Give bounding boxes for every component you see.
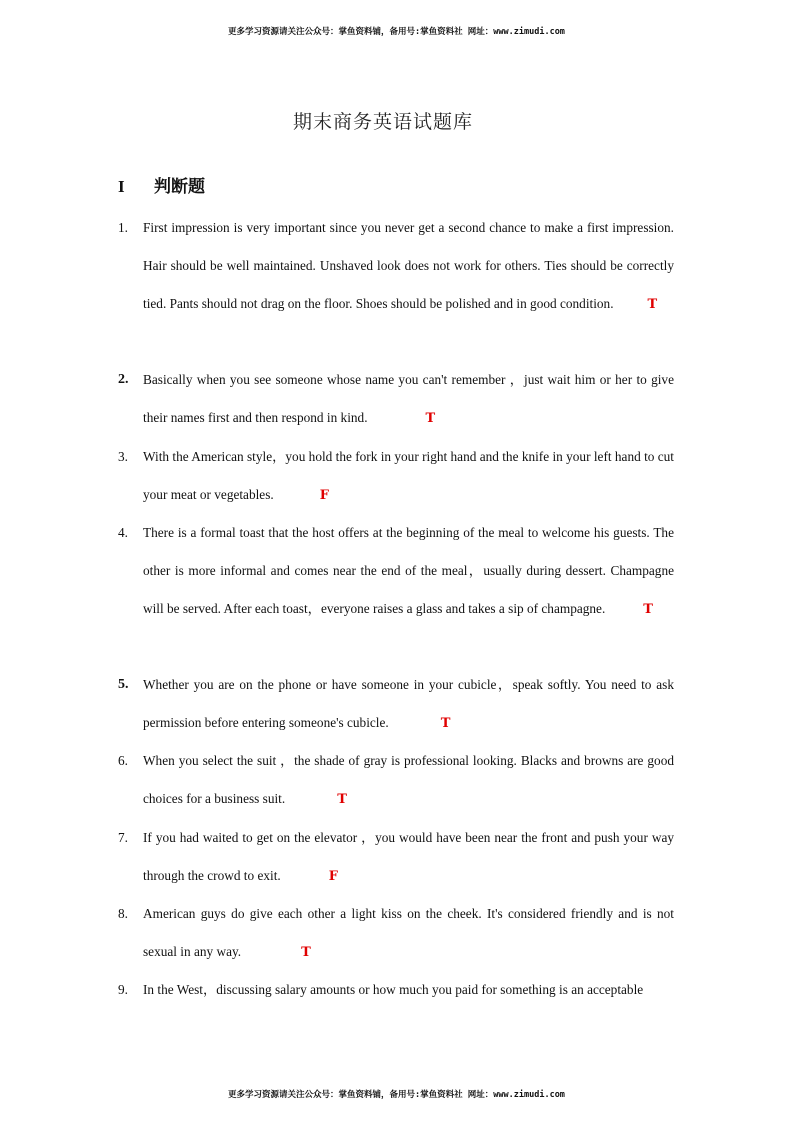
- answer-mark: T: [643, 602, 653, 618]
- answer-mark: T: [425, 411, 436, 427]
- question-number: 6.: [118, 753, 128, 768]
- answer-mark: F: [319, 488, 329, 504]
- answer-mark: T: [337, 792, 347, 808]
- question-item: [118, 971, 674, 1009]
- question-number: 4.: [118, 525, 128, 540]
- header-banner: 更多学习资源请关注公众号：掌鱼资料铺，备用号:掌鱼资料社 网址：www.zimudi.com: [228, 27, 565, 37]
- answer-mark: F: [328, 869, 338, 885]
- question-number: 3.: [118, 449, 128, 464]
- question-text: If you had waited to get on the elevator ，you would have been near the front and push your way through the crowd to exit. F: [143, 819, 674, 896]
- answer-mark: T: [301, 945, 311, 961]
- answer-mark: T: [440, 716, 451, 732]
- question-text: American guys do give each other a light kiss on the cheek. It's considered friendly and is not sexual in any way. T: [143, 895, 674, 972]
- question-item: [118, 666, 674, 743]
- question-text: When you select the suit ，the shade of gray is professional looking. Blacks and browns are good choices for a business suit. T: [143, 742, 674, 819]
- footer-banner: 更多学习资源请关注公众号：掌鱼资料铺，备用号:掌鱼资料社 网址：www.zimudi.com: [228, 1090, 565, 1100]
- question-number: 5.: [118, 677, 129, 692]
- question-item: [118, 819, 674, 896]
- answer-mark: T: [647, 297, 658, 313]
- question-text: With the American style，you hold the fork in your right hand and the knife in your left hand to cut your meat or vegetables. F: [143, 438, 674, 515]
- question-text: First impression is very important since you never get a second chance to make a first impression. Hair should be well maintained. Unshaved look does not work for others. Ties should be correctly tied. Pants should not drag on the floor. Shoes should be polished and in good condition. T: [143, 209, 674, 325]
- page-title: 期末商务英语试题库: [292, 111, 473, 133]
- question-item: [118, 361, 674, 438]
- question-item: [118, 742, 674, 819]
- question-number: 8.: [118, 906, 128, 921]
- question-number: 9.: [118, 982, 128, 997]
- question-item: [118, 514, 674, 630]
- question-number: 1.: [118, 220, 128, 235]
- section-label: 判断题: [154, 177, 205, 197]
- section-number: I: [118, 177, 125, 196]
- section-heading: [118, 172, 205, 197]
- question-text: In the West，discussing salary amounts or how much you paid for something is an acceptable: [143, 982, 644, 997]
- question-number: 7.: [118, 830, 128, 845]
- question-number: 2.: [118, 372, 129, 387]
- question-item: [118, 438, 674, 515]
- question-item: [118, 209, 674, 325]
- question-text: Basically when you see someone whose name you can't remember ，just wait him or her to give their names first and then respond in kind. T: [143, 361, 674, 438]
- question-item: [118, 895, 674, 972]
- question-text: There is a formal toast that the host offers at the beginning of the meal to welcome his guests. The other is more informal and comes near the end of the meal，usually during dessert. Champagne will be served. After each toast，everyone raises a glass and takes a sip of champagne. T: [143, 514, 674, 630]
- question-text: Whether you are on the phone or have someone in your cubicle，speak softly. You need to ask permission before entering someone's cubicle. T: [143, 666, 674, 743]
